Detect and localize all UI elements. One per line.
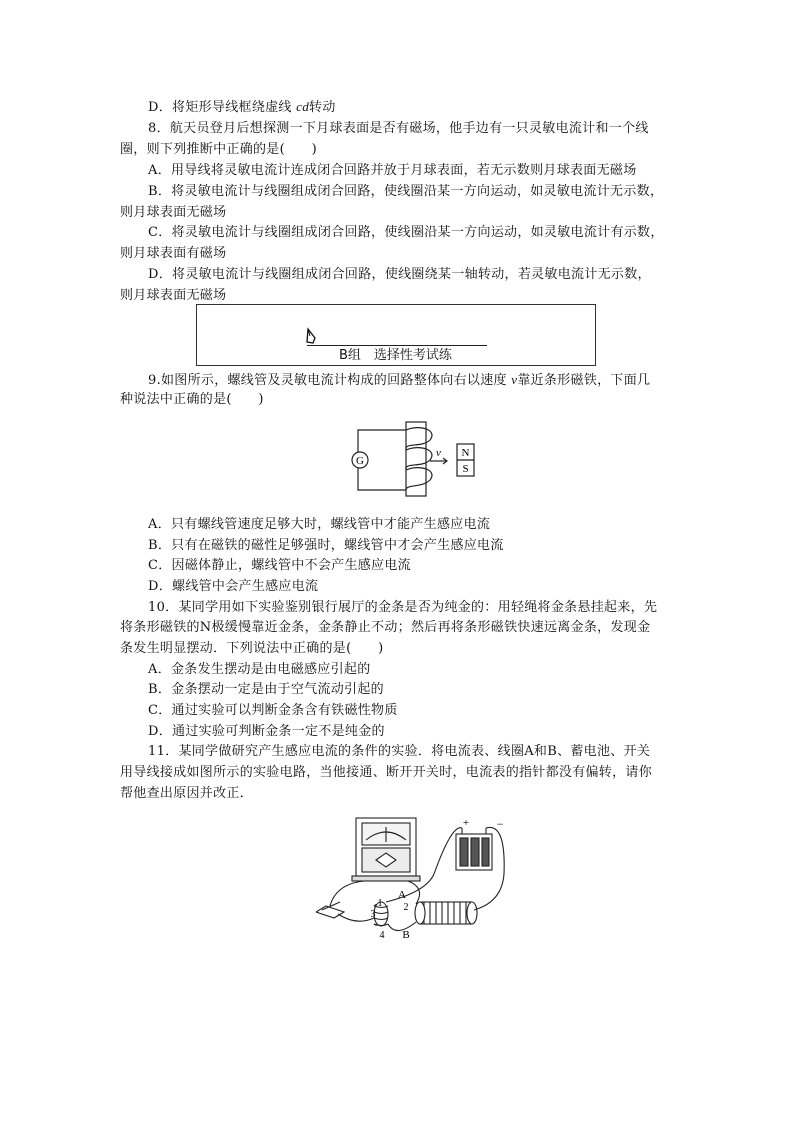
q7-option-d-var: cd <box>296 99 310 114</box>
q10-option-a: A．金条发生摆动是由电磁感应引起的 <box>148 662 371 677</box>
q9-velocity-var: v <box>511 372 518 387</box>
q9-stem-line-2: 种说法中正确的是( ) <box>120 392 264 407</box>
q7-option-d <box>148 97 336 118</box>
q9-option-b: B．只有在磁铁的磁性足够强时，螺线管中才会产生感应电流 <box>148 538 504 553</box>
q9-solenoid-core <box>406 422 426 496</box>
q9-solenoid-coil <box>406 428 432 490</box>
q10-stem-line-3: 条发生明显摆动．下列说法中正确的是( ) <box>120 641 384 656</box>
q11-terminal-4: 4 <box>379 930 385 941</box>
q8-option-c-line-2: 则月球表面有磁场 <box>120 246 227 261</box>
q9-stem-text-cont: 靠近条形磁铁，下面几 <box>517 373 651 388</box>
section-banner <box>196 304 596 366</box>
q11-terminal-1: 1 <box>377 898 383 909</box>
banner-rule <box>307 345 487 346</box>
q9-north-label: N <box>461 447 470 459</box>
q9-stem-text: 9.如图所示，螺线管及灵敏电流计构成的回路整体向右以速度 <box>148 373 512 388</box>
q10-stem-line-2: 将条形磁铁的N极缓慢靠近金条，金条静止不动；然后再将条形磁铁快速远离金条，发现金 <box>120 620 651 635</box>
q11-stem-line-2: 用导线接成如图所示的实验电路，当他接通、断开开关时，电流表的指针都没有偏转，请你 <box>120 765 653 780</box>
q11-stem-line-1: 11．某同学做研究产生感应电流的条件的实验．将电流表、线圈A和B、蓄电池、开关 <box>148 744 651 759</box>
q9-solenoid-figure <box>350 418 480 498</box>
q8-option-d-line-1: D．将灵敏电流计与线圈组成闭合回路，使线圈绕某一轴转动，若灵敏电流计无示数， <box>148 267 651 282</box>
section-title: B组 选择性考试练 <box>339 348 452 363</box>
q10-option-d: D．通过实验可判断金条一定不是纯金的 <box>148 724 385 739</box>
q9-option-c: C．因磁体静止，螺线管中不会产生感应电流 <box>148 558 411 573</box>
q8-option-b-line-1: B．将灵敏电流计与线圈组成闭合回路，使线圈沿某一方向运动，如灵敏电流计无示数， <box>148 184 664 199</box>
q11-terminal-2: 2 <box>403 902 409 913</box>
q10-option-b: B．金条摆动一定是由于空气流动引起的 <box>148 682 384 697</box>
q11-minus-label: − <box>496 817 504 831</box>
q11-plus-label: + <box>462 817 470 829</box>
q9-option-d: D．螺线管中会产生感应电流 <box>148 579 319 594</box>
pen-icon <box>305 327 319 345</box>
q8-stem-line-2: 圈，则下列推断中正确的是( ) <box>120 142 317 157</box>
q9-option-a: A．只有螺线管速度足够大时，螺线管中才能产生感应电流 <box>148 517 491 532</box>
q9-galvanometer-label: G <box>356 455 364 467</box>
q9-velocity-label: v <box>436 447 441 459</box>
q8-stem-line-1: 8．航天员登月后想探测一下月球表面是否有磁场，他手边有一只灵敏电流计和一个线 <box>148 121 649 136</box>
q7-option-d-suffix: 转动 <box>309 100 336 115</box>
q11-wire <box>330 881 364 906</box>
q9-stem-line-1 <box>148 370 650 391</box>
q11-terminal-3: 3 <box>370 909 376 920</box>
q10-stem-line-1: 10．某同学用如下实验鉴别银行展厅的金条是否为纯金的：用轻绳将金条悬挂起来，先 <box>148 600 658 615</box>
q8-option-a: A．用导线将灵敏电流计连成闭合回路并放于月球表面，若无示数则月球表面无磁场 <box>148 163 637 178</box>
q7-option-d-text: D．将矩形导线框绕虚线 <box>148 100 297 115</box>
q11-circuit-figure <box>316 814 522 942</box>
q8-option-c-line-1: C．将灵敏电流计与线圈组成闭合回路，使线圈沿某一方向运动，如灵敏电流计有示数， <box>148 225 664 240</box>
q8-option-d-line-2: 则月球表面无磁场 <box>120 288 227 303</box>
q11-coil-b-label: B <box>402 929 410 941</box>
q11-coil-b <box>420 902 472 924</box>
q11-stem-line-3: 帮他查出原因并改正． <box>120 786 254 801</box>
q8-option-b-line-2: 则月球表面无磁场 <box>120 205 227 220</box>
q10-option-c: C．通过实验可以判断金条含有铁磁性物质 <box>148 703 398 718</box>
q11-coil-a-label: A <box>398 889 406 901</box>
q11-switch <box>316 906 344 918</box>
q9-south-label: S <box>462 463 469 475</box>
